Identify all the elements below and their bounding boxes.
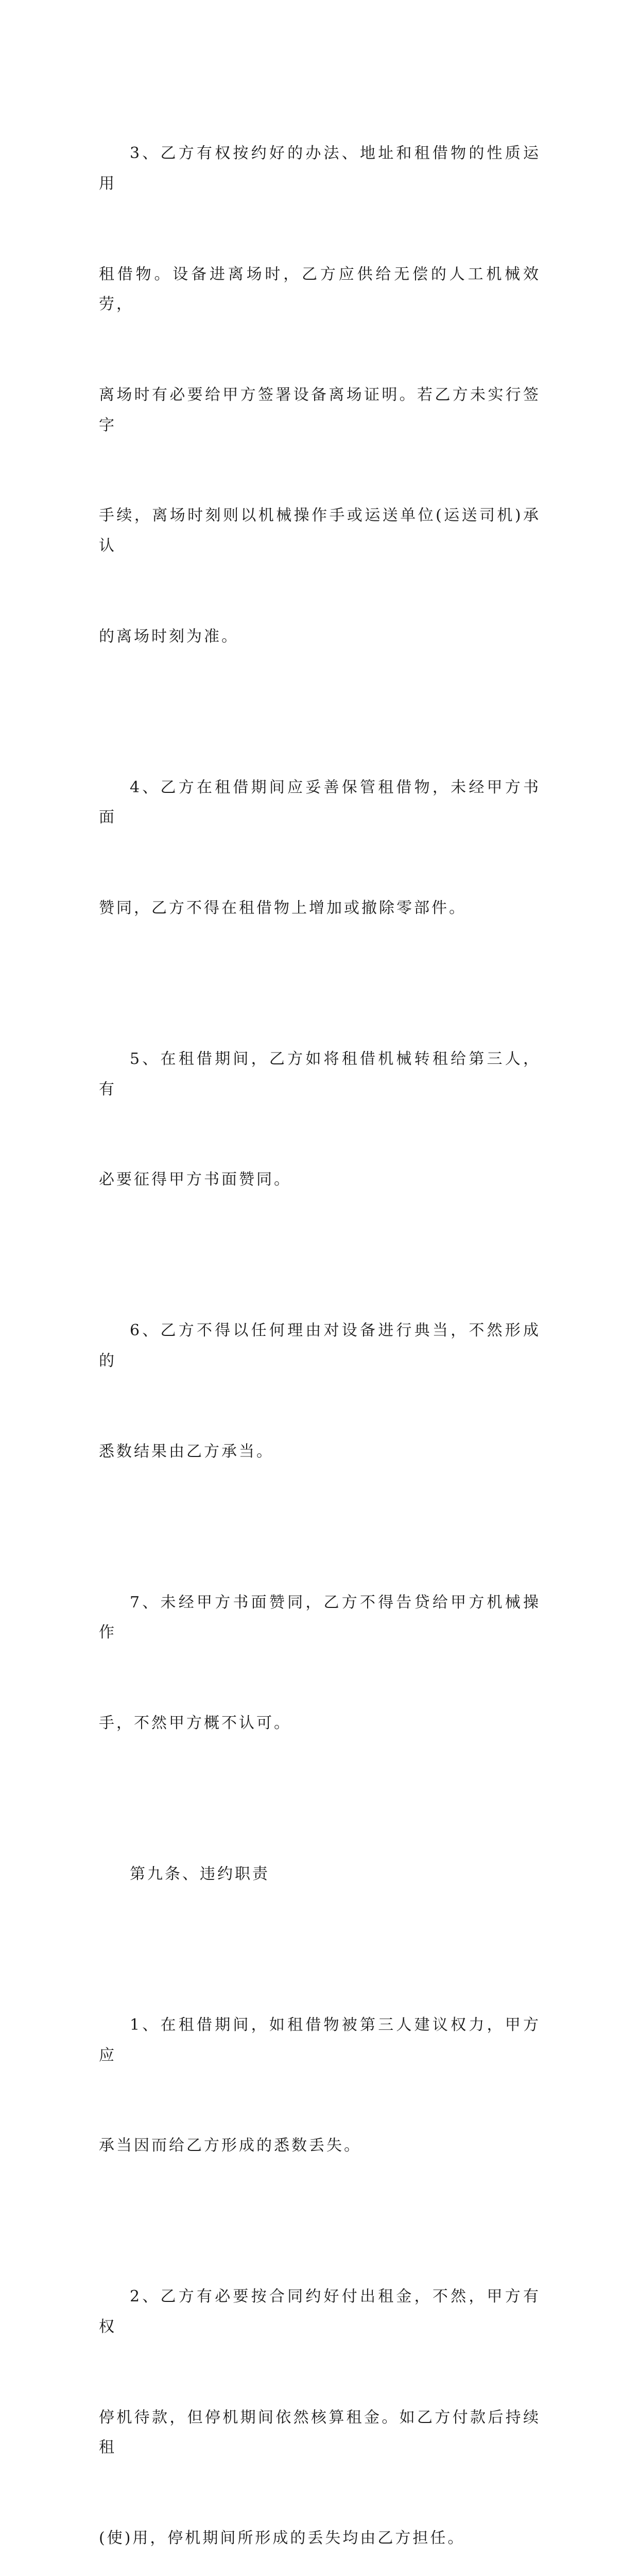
text-line: 7、未经甲方书面赞同，乙方不得告贷给甲方机械操作 [99,1593,541,1642]
clause-paragraph [99,1528,541,1799]
text-line: 手续，离场时刻则以机械操作手或运送单位(运送司机)承认 [99,506,541,555]
text-line: 停机待款，但停机期间依然核算租金。如乙方付款后持续租 [99,2408,541,2457]
clause-paragraph [99,1950,541,2222]
text-line: (使)用，停机期间所形成的丢失均由乙方担任。 [99,2529,465,2548]
text-line: 4、乙方在租借期间应妥善保管租借物，未经甲方书面 [99,778,541,827]
text-line: 的离场时刻为准。 [99,627,239,646]
clause-paragraph [99,984,541,1256]
text-line: 租借物。设备进离场时，乙方应供给无偿的人工机械效劳， [99,265,541,314]
text-line: 2、乙方有必要按合同约好付出租金，不然，甲方有权 [99,2287,541,2336]
text-line: 悉数结果由乙方承当。 [99,1442,274,1461]
clause-paragraph [99,1256,541,1527]
text-line: 离场时有必要给甲方签署设备离场证明。若乙方未实行签字 [99,385,541,434]
text-line: 承当因而给乙方形成的悉数丢失。 [99,2137,361,2155]
document-page [99,78,541,2576]
text-line: 5、在租借期间，乙方如将租借机械转租给第三人，有 [99,1050,541,1098]
text-line: 3、乙方有权按约好的办法、地址和租借物的性质运用 [99,144,541,193]
clause-paragraph [99,78,541,712]
text-line: 第九条、违约职责 [130,1865,270,1884]
clause-paragraph [99,2222,541,2576]
text-line: 手，不然甲方概不认可。 [99,1714,291,1733]
text-line: 6、乙方不得以任何理由对设备进行典当，不然形成的 [99,1321,541,1370]
text-line: 必要征得甲方书面赞同。 [99,1171,291,1189]
text-line: 赞同，乙方不得在租借物上增加或撤除零部件。 [99,899,467,918]
section-heading [99,1799,541,1950]
text-line: 1、在租借期间，如租借物被第三人建议权力，甲方应 [99,2016,541,2064]
clause-paragraph [99,712,541,984]
